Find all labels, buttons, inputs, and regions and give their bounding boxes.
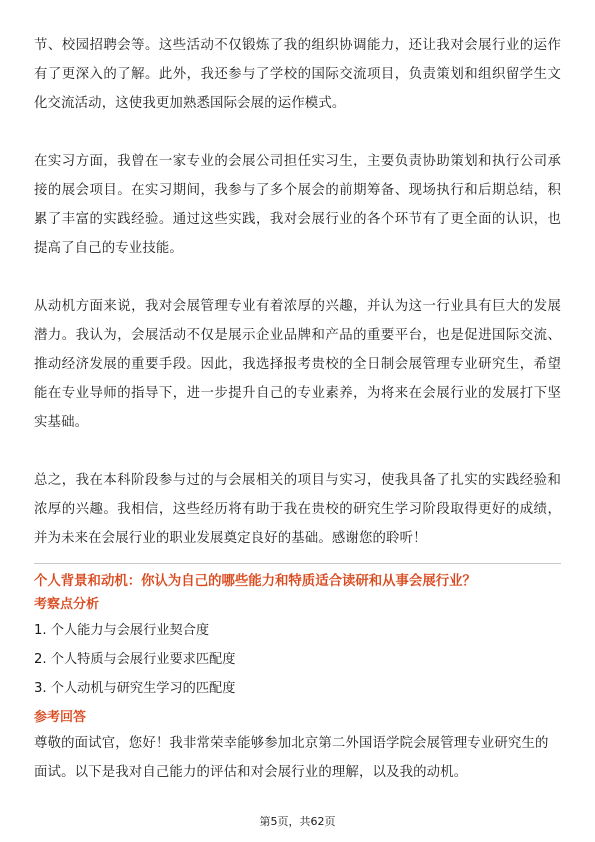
page-number-footer: 第5页，共62页 — [259, 815, 336, 828]
analysis-item-3: 3. 个人动机与研究生学习的匹配度 — [34, 681, 236, 696]
analysis-heading: 考察点分析 — [34, 597, 100, 612]
body-paragraph-1: 节、校园招聘会等。这些活动不仅锻炼了我的组织协调能力，还让我对会展行业的运作有了更深入的了解。此外，我还参与了学校的国际交流项目，负责策划和组织留学生文化交流活动，这使我更加熟悉国际会展的运作模式。 — [34, 38, 561, 111]
body-paragraph-2: 在实习方面，我曾在一家专业的会展公司担任实习生，主要负责协助策划和执行公司承接的展会项目。在实习期间，我参与了多个展会的前期筹备、现场执行和后期总结，积累了丰富的实践经验。通过这些实践，我对会展行业的各个环节有了更全面的认识，也提高了自己的专业技能。 — [34, 154, 561, 256]
document-page — [34, 31, 561, 787]
section-divider — [34, 563, 561, 564]
analysis-item-1: 1. 个人能力与会展行业契合度 — [34, 623, 210, 638]
interview-question: 个人背景和动机：你认为自己的哪些能力和特质适合读研和从事会展行业？ — [34, 574, 476, 589]
analysis-list — [34, 616, 561, 703]
reference-heading: 参考回答 — [34, 710, 87, 725]
body-paragraph-4: 总之，我在本科阶段参与过的与会展相关的项目与实习，使我具备了扎实的实践经验和浓厚的兴趣。我相信，这些经历将有助于我在贵校的研究生学习阶段取得更好的成绩，并为未来在会展行业的职业发展奠定良好的基础。感谢您的聆听！ — [34, 473, 561, 546]
analysis-item-2: 2. 个人特质与会展行业要求匹配度 — [34, 652, 236, 667]
reference-answer: 尊敬的面试官，您好！我非常荣幸能够参加北京第二外国语学院会展管理专业研究生的面试。以下是我对自己能力的评估和对会展行业的理解，以及我的动机。 — [34, 736, 549, 780]
body-paragraph-3: 从动机方面来说，我对会展管理专业有着浓厚的兴趣，并认为这一行业具有巨大的发展潜力。我认为，会展活动不仅是展示企业品牌和产品的重要平台，也是促进国际交流、推动经济发展的重要手段。因此，我选择报考贵校的全日制会展管理专业研究生，希望能在专业导师的指导下，进一步提升自己的专业素养，为将来在会展行业的发展打下坚实基础。 — [34, 299, 561, 430]
